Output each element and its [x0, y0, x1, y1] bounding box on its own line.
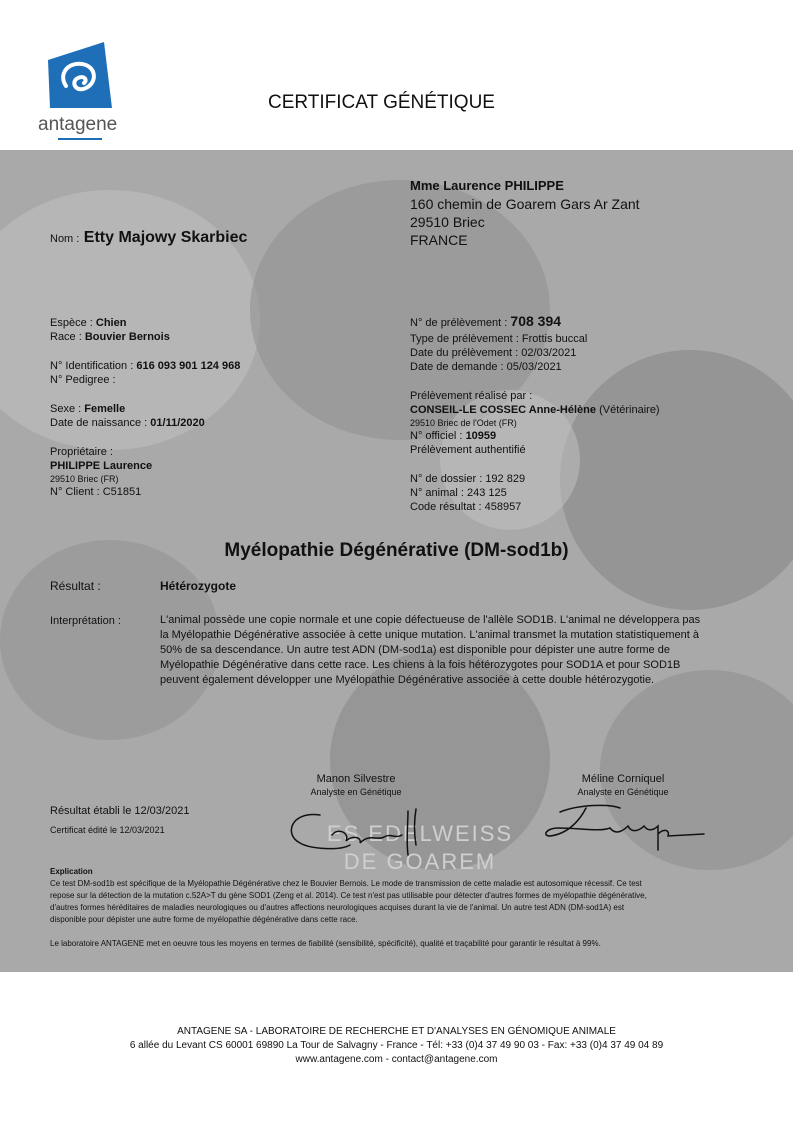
analyst-2-role: Analyste en Génétique: [577, 787, 669, 797]
test-heading: Myélopathie Dégénérative (DM-sod1b): [224, 540, 569, 561]
footer: [0, 1025, 793, 1067]
explanation-title: Explication: [50, 867, 93, 876]
footer-company: ANTAGENE SA - LABORATOIRE DE RECHERCHE ET D'ANALYSES EN GÉNOMIQUE ANIMALE: [177, 1026, 616, 1037]
owner-address-city: 29510 Briec: [410, 214, 485, 230]
animal-name-label: Nom :: [50, 233, 80, 245]
analyst-2-name: Méline Corniquel: [581, 773, 665, 785]
background-watermark: ES EDELWEISS DE GOAREM: [326, 821, 514, 874]
result-code: Code résultat : 458957: [410, 501, 522, 513]
owner-address: [410, 177, 640, 249]
species-label: Espèce :: [50, 317, 93, 329]
animal-name: Etty Majowy Skarbiec: [83, 229, 248, 246]
logo-emblem-icon: [42, 38, 116, 114]
identification-value: 616 093 901 124 968: [136, 360, 241, 372]
analyst-1: [266, 772, 446, 798]
logo-wordmark-gene: gene: [74, 114, 118, 135]
sample-type: Type de prélèvement : Frottis buccal: [410, 333, 588, 345]
official-number-label: N° officiel :: [410, 430, 463, 442]
owner-name: PHILIPPE Laurence: [50, 460, 153, 472]
birthdate-label: Date de naissance :: [50, 417, 148, 429]
sample-number: 708 394: [510, 313, 562, 329]
analyst-1-name: Manon Silvestre: [316, 773, 396, 785]
vet-name: CONSEIL-LE COSSEC Anne-Hélène: [410, 404, 597, 416]
sex-value: Femelle: [84, 403, 126, 415]
identification-label: N° Identification :: [50, 360, 134, 372]
vet-city: 29510 Briec de l'Odet (FR): [410, 418, 517, 428]
guarantee-statement: Le laboratoire ANTAGENE met en oeuvre tous les moyens en termes de fiabilité (sensibilité, spécificité), qualité et traçabilité pour garantir le résultat à 99%.: [50, 939, 601, 948]
owner-address-street: 160 chemin de Goarem Gars Ar Zant: [410, 196, 640, 212]
signature-1-icon: [280, 805, 440, 865]
document-title: CERTIFICAT GÉNÉTIQUE: [268, 92, 495, 113]
interpretation-text: L'animal possède une copie normale et une copie défectueuse de l'allèle SOD1B. L'animal ne développera pas la Myélopathie Dégénérative associée à cette unique mutation. L'animal transmet la mutation statistiquement à 50% de sa descendance. Un autre test ADN (DM-sod1a) est disponible pour dépister une autre forme de Myélopathie Dégénérative dans cette race. Les chiens à la fois hétérozygotes pour SOD1A et pour SOD1B peuvent également développer une Myélopathie Dégénérative associée à cette double hétérozygotie.: [160, 614, 701, 686]
result-established-date: Résultat établi le 12/03/2021: [50, 805, 190, 817]
analyst-1-role: Analyste en Génétique: [310, 787, 402, 797]
result-value: Hétérozygote: [160, 579, 237, 593]
logo-underline: [58, 138, 102, 140]
interpretation-label: Interprétation :: [50, 615, 121, 627]
sample-date: Date du prélèvement : 02/03/2021: [410, 347, 577, 359]
footer-address: 6 allée du Levant CS 60001 69890 La Tour de Salvagny - France - Tél: +33 (0)4 37 49 90 03 - Fax: +33 (0)4 37 49 04 89: [129, 1040, 664, 1051]
owner-city: 29510 Briec (FR): [50, 474, 119, 484]
vet-role: (Vétérinaire): [599, 404, 660, 416]
breed-value: Bouvier Bernois: [84, 331, 170, 343]
official-number: 10959: [465, 430, 497, 442]
pedigree-label: N° Pedigree :: [50, 374, 116, 386]
sampled-by-label: Prélèvement réalisé par :: [410, 390, 533, 402]
animal-name-row: [50, 229, 247, 247]
sex-label: Sexe :: [50, 403, 82, 415]
breed-label: Race :: [50, 331, 82, 343]
antagene-logo: [38, 38, 138, 142]
species-value: Chien: [95, 317, 127, 329]
file-number: N° de dossier : 192 829: [410, 473, 526, 485]
birthdate-value: 01/11/2020: [150, 417, 205, 429]
signature-2-icon: [540, 800, 710, 860]
result-label: Résultat :: [50, 579, 101, 593]
client-number: N° Client : C51851: [50, 486, 142, 498]
owner-label: Propriétaire :: [50, 446, 113, 458]
animal-info: [50, 316, 380, 499]
animal-number: N° animal : 243 125: [410, 487, 507, 499]
owner-address-name: Mme Laurence PHILIPPE: [410, 178, 564, 193]
sample-info: [410, 312, 780, 514]
request-date: Date de demande : 05/03/2021: [410, 361, 562, 373]
authenticated: Prélèvement authentifié: [410, 444, 526, 456]
explanation: [50, 866, 755, 950]
logo-wordmark-anta: anta: [38, 114, 75, 135]
explanation-text: Ce test DM-sod1b est spécifique de la Myélopathie Dégénérative chez le Bouvier Bernois. Le mode de transmission de cette maladie est autosomique récessif. Ce test repose sur la détection de la mutation c.52A>T du gène SOD1 (Zeng et al. 2014). Ce test n'est pas utilisable pour détecter d'autres formes de myélopathie dégénérative, d'autres formes héréditaires de maladies neurologiques ou d'autres affections neurologiques acquises durant la vie de l'animal. Un autre test ADN (DM-sod1A) est disponible pour dépister une autre forme de myélopathie dégénérative dans cette race.: [50, 879, 647, 924]
owner-address-country: FRANCE: [410, 232, 468, 248]
sample-number-label: N° de prélèvement :: [410, 317, 508, 329]
certificate-edited-date: Certificat édité le 12/03/2021: [50, 825, 165, 835]
analyst-2: [533, 772, 713, 798]
footer-contact: www.antagene.com - contact@antagene.com: [295, 1054, 498, 1065]
